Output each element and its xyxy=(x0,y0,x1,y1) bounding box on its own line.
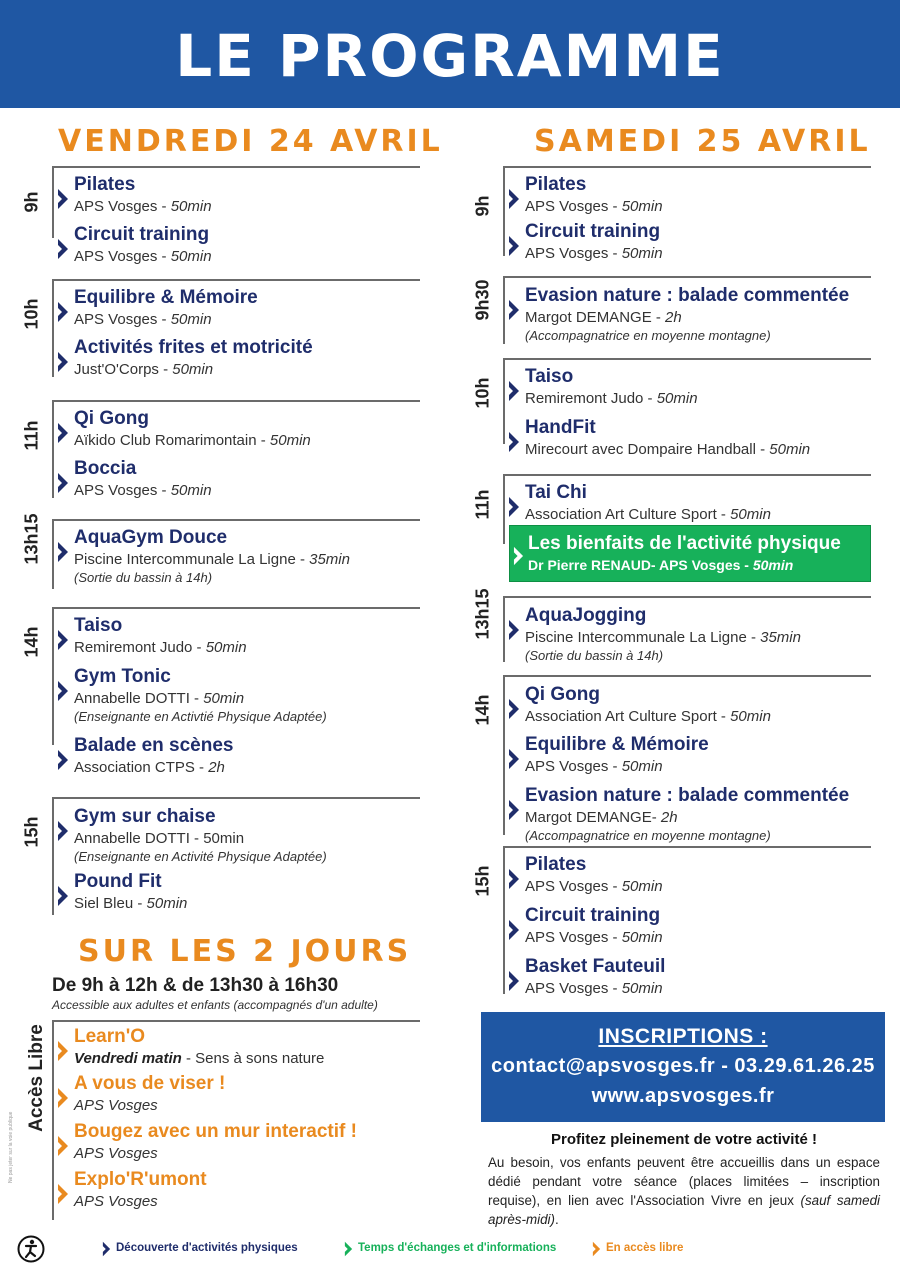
slot-divider-horizontal xyxy=(52,279,420,281)
chevron-right-icon xyxy=(513,546,524,566)
activity-title: Pilates xyxy=(525,174,587,195)
slot-hour: 10h xyxy=(21,298,42,330)
chevron-right-icon xyxy=(57,472,69,494)
chevron-right-icon xyxy=(344,1241,353,1257)
time-slot xyxy=(472,675,871,843)
chevron-right-icon xyxy=(57,351,69,373)
chevron-right-icon xyxy=(57,1135,69,1157)
activity-duration: 50min xyxy=(203,690,245,707)
activity-duration: 50min xyxy=(621,929,663,946)
activity-note: (Accompagnatrice en moyenne montagne) xyxy=(525,828,771,843)
activity-organizer xyxy=(74,690,244,707)
activity-duration: 50min xyxy=(205,639,247,656)
activity-duration: 50min xyxy=(269,432,311,449)
inscriptions-box xyxy=(481,1012,885,1122)
chevron-right-icon xyxy=(508,188,520,210)
slot-divider-vertical xyxy=(503,474,505,544)
chevron-right-icon xyxy=(57,188,69,210)
chevron-right-icon xyxy=(57,422,69,444)
activity-duration: 2h xyxy=(660,809,678,826)
activity-title: Boccia xyxy=(74,458,137,479)
activity-organizer xyxy=(525,629,801,646)
activity-duration: 50min xyxy=(621,758,663,775)
acces-libre-organizer xyxy=(74,1193,158,1210)
slot-divider-vertical xyxy=(52,400,54,498)
activity-title: Tai Chi xyxy=(525,482,587,503)
activity-organizer xyxy=(74,830,244,847)
activity-duration: 50min xyxy=(170,248,212,265)
activity-title: AquaGym Douce xyxy=(74,527,228,548)
chevron-right-icon xyxy=(102,1241,111,1257)
activity-duration: 50min xyxy=(170,482,212,499)
activity-organizer xyxy=(74,432,311,449)
acces-libre-title: Explo'R'umont xyxy=(74,1169,207,1190)
activity-title: Pilates xyxy=(74,174,136,195)
saturday-title: SAMEDI 25 AVRIL xyxy=(534,124,871,159)
activity-organizer xyxy=(74,361,213,378)
activity-org: Annabelle DOTTI - xyxy=(74,690,204,707)
activity-note: (Sortie du bassin à 14h) xyxy=(74,570,213,585)
slot-divider-vertical xyxy=(52,279,54,377)
accessibility-logo-icon xyxy=(17,1235,45,1263)
activity-duration: 35min xyxy=(760,629,801,646)
slot-divider-vertical xyxy=(503,276,505,344)
two-days-access: Accessible aux adultes et enfants (accompagnés d'un adulte) xyxy=(52,998,378,1012)
acces-libre-organizer xyxy=(74,1097,158,1114)
acces-libre-org: APS Vosges xyxy=(74,1145,158,1162)
chevron-right-icon xyxy=(57,301,69,323)
two-days-title: SUR LES 2 JOURS xyxy=(78,934,412,969)
two-days-hours: De 9h à 12h & de 13h30 à 16h30 xyxy=(52,975,339,996)
activity-org: Piscine Intercommunale La Ligne - xyxy=(525,629,761,646)
legend-label: Découverte d'activités physiques xyxy=(116,1242,298,1254)
chevron-right-icon xyxy=(57,1087,69,1109)
profit-text: Au besoin, vos enfants peuvent être accueillis dans un espace dédié pendant votre séance (places limitées – inscription requise), en lien avec l'Association Vivre en jeux (sauf samedi après-midi). xyxy=(488,1155,880,1227)
activity-duration: 50min xyxy=(621,198,663,215)
activity-organizer xyxy=(525,441,810,458)
activity-title: Pilates xyxy=(525,854,587,875)
slot-divider-horizontal xyxy=(503,358,871,360)
highlight-activity xyxy=(509,525,871,582)
slot-hour: 14h xyxy=(21,626,42,658)
highlight-title: Les bienfaits de l'activité physique xyxy=(528,533,841,554)
slot-hour: 9h xyxy=(21,191,42,213)
activity-title: Taiso xyxy=(74,615,123,636)
activity-org: APS Vosges - xyxy=(525,980,622,997)
acces-libre-when: Vendredi matin xyxy=(74,1050,182,1067)
activity-org: Annabelle DOTTI - 50min xyxy=(74,830,245,847)
chevron-right-icon xyxy=(57,820,69,842)
activity-title: Qi Gong xyxy=(74,408,149,429)
activity-title: Evasion nature : balade commentée xyxy=(525,285,850,306)
chevron-right-icon xyxy=(508,619,520,641)
activity-duration: 50min xyxy=(621,245,663,262)
slot-hour: 14h xyxy=(472,694,493,726)
activity-organizer xyxy=(525,198,663,215)
slot-divider-horizontal xyxy=(52,797,420,799)
time-slot xyxy=(21,513,420,589)
chevron-right-icon xyxy=(508,698,520,720)
acces-libre-label: Accès Libre xyxy=(26,1024,47,1132)
activity-organizer xyxy=(525,980,663,997)
inscriptions-title: INSCRIPTIONS : xyxy=(598,1025,768,1048)
activity-title: Gym sur chaise xyxy=(74,806,216,827)
chevron-right-icon xyxy=(508,748,520,770)
legal-notice: Ne pas jeter sur la voie publique xyxy=(8,1111,14,1183)
activity-org: APS Vosges - xyxy=(74,311,171,328)
activity-duration: 2h xyxy=(665,309,682,326)
time-slot xyxy=(21,166,420,265)
slot-hour: 11h xyxy=(472,489,493,520)
highlight-organizer xyxy=(528,557,793,573)
chevron-right-icon xyxy=(508,799,520,821)
slot-divider-vertical xyxy=(52,797,54,915)
activity-organizer xyxy=(525,245,663,262)
activity-title: Taiso xyxy=(525,366,574,387)
acces-libre-organizer xyxy=(74,1050,324,1067)
chevron-right-icon xyxy=(57,238,69,260)
acces-libre-title: Learn'O xyxy=(74,1026,146,1047)
time-slot xyxy=(21,797,420,915)
acces-libre-org: - Sens à sons nature xyxy=(181,1050,325,1067)
slot-divider-horizontal xyxy=(503,474,871,476)
time-slot xyxy=(472,358,871,458)
activity-org: APS Vosges - xyxy=(525,878,622,895)
slot-divider-vertical xyxy=(503,596,505,662)
activity-title: Pound Fit xyxy=(74,871,162,892)
activity-title: Equilibre & Mémoire xyxy=(525,734,709,755)
chevron-right-icon xyxy=(508,868,520,890)
activity-duration: 50min xyxy=(730,708,771,725)
slot-hour: 13h15 xyxy=(21,513,42,565)
activity-org: Piscine Intercommunale La Ligne - xyxy=(74,551,310,568)
activity-org: Remiremont Judo - xyxy=(525,390,657,407)
slot-divider-horizontal xyxy=(52,607,420,609)
activity-organizer xyxy=(74,198,212,215)
activity-organizer xyxy=(525,929,663,946)
chevron-right-icon xyxy=(508,380,520,402)
slot-hour: 11h xyxy=(21,420,42,451)
activity-organizer xyxy=(74,482,212,499)
activity-org: Mirecourt avec Dompaire Handball - xyxy=(525,441,770,458)
slot-hour: 10h xyxy=(472,377,493,409)
activity-org: APS Vosges - xyxy=(525,245,622,262)
time-slot xyxy=(21,400,420,499)
activity-org: APS Vosges - xyxy=(525,758,622,775)
acces-libre-organizer xyxy=(74,1145,158,1162)
activity-duration: 50min xyxy=(769,441,811,458)
activity-org: APS Vosges - xyxy=(525,929,622,946)
activity-org: APS Vosges - xyxy=(74,482,171,499)
legend-label: Temps d'échanges et d'informations xyxy=(358,1242,557,1254)
activity-note: (Enseignante en Activité Physique Adaptée) xyxy=(74,849,327,864)
acces-libre-org: APS Vosges xyxy=(74,1193,158,1210)
activity-duration: 50min xyxy=(730,506,771,523)
slot-divider-vertical xyxy=(503,358,505,444)
time-slot xyxy=(472,276,871,344)
chevron-right-icon xyxy=(508,919,520,941)
activity-title: HandFit xyxy=(525,417,596,438)
chevron-right-icon xyxy=(57,680,69,702)
activity-duration: 50min xyxy=(172,361,214,378)
activity-org: Association Art Culture Sport - xyxy=(525,708,731,725)
inscriptions-website[interactable]: www.apsvosges.fr xyxy=(591,1085,775,1107)
header-banner xyxy=(0,0,900,108)
activity-organizer xyxy=(74,311,212,328)
activity-duration: 50min xyxy=(170,198,212,215)
chevron-right-icon xyxy=(508,235,520,257)
activity-duration: 35min xyxy=(309,551,350,568)
activity-title: Equilibre & Mémoire xyxy=(74,287,258,308)
activity-organizer xyxy=(525,390,698,407)
activity-organizer xyxy=(525,809,678,826)
activity-title: Qi Gong xyxy=(525,684,600,705)
activity-org: Margot DEMANGE - xyxy=(525,309,666,326)
activity-organizer xyxy=(74,551,350,568)
acces-libre-org: APS Vosges xyxy=(74,1097,158,1114)
time-slot xyxy=(21,607,420,776)
time-slot xyxy=(472,846,871,997)
acces-libre-title: Bougez avec un mur interactif ! xyxy=(74,1121,357,1142)
activity-organizer xyxy=(74,759,225,776)
activity-org: APS Vosges - xyxy=(525,198,622,215)
activity-title: Circuit training xyxy=(525,221,661,242)
activity-organizer xyxy=(525,506,771,523)
slot-divider-vertical xyxy=(503,846,505,994)
chevron-right-icon xyxy=(57,629,69,651)
activity-organizer xyxy=(525,758,663,775)
activity-org: APS Vosges - xyxy=(74,248,171,265)
activity-title: Circuit training xyxy=(525,905,661,926)
activity-title: Basket Fauteuil xyxy=(525,956,666,977)
activity-organizer xyxy=(74,895,187,912)
slot-hour: 15h xyxy=(21,816,42,848)
chevron-right-icon xyxy=(508,496,520,518)
activity-duration: 50min xyxy=(146,895,188,912)
activity-org: Association Art Culture Sport - xyxy=(525,506,731,523)
activity-duration: 2h xyxy=(208,759,225,776)
chevron-right-icon xyxy=(508,299,520,321)
slot-hour: 9h30 xyxy=(472,279,493,321)
slot-divider-horizontal xyxy=(503,166,871,168)
activity-org: Remiremont Judo - xyxy=(74,639,206,656)
slot-divider-vertical xyxy=(52,1020,54,1220)
slot-divider-horizontal xyxy=(52,166,420,168)
activity-duration: 50min xyxy=(170,311,212,328)
chevron-right-icon xyxy=(57,885,69,907)
activity-organizer xyxy=(525,708,771,725)
activity-title: Balade en scènes xyxy=(74,735,234,756)
time-slot xyxy=(472,588,871,663)
activity-organizer xyxy=(525,309,682,326)
activity-title: Activités frites et motricité xyxy=(74,337,313,358)
activity-note: (Sortie du bassin à 14h) xyxy=(525,648,664,663)
slot-hour: 13h15 xyxy=(472,588,493,640)
chevron-right-icon xyxy=(508,970,520,992)
friday-title: VENDREDI 24 AVRIL xyxy=(58,124,443,159)
slot-divider-horizontal xyxy=(503,675,871,677)
activity-org: Association CTPS - xyxy=(74,759,209,776)
activity-organizer xyxy=(74,639,247,656)
activity-org: Siel Bleu - xyxy=(74,895,147,912)
highlight-org: Dr Pierre RENAUD- APS Vosges - xyxy=(528,557,753,573)
activity-org: Just'O'Corps - xyxy=(74,361,173,378)
highlight-duration: 50min xyxy=(752,557,794,573)
activity-title: Circuit training xyxy=(74,224,210,245)
activity-org: Aïkido Club Romarimontain - xyxy=(74,432,270,449)
slot-divider-horizontal xyxy=(52,400,420,402)
page-title: LE PROGRAMME xyxy=(175,22,725,90)
chevron-right-icon xyxy=(57,541,69,563)
activity-title: Gym Tonic xyxy=(74,666,171,687)
slot-hour: 9h xyxy=(472,195,493,217)
slot-divider-horizontal xyxy=(52,1020,420,1022)
slot-divider-horizontal xyxy=(503,596,871,598)
activity-organizer xyxy=(525,878,663,895)
chevron-right-icon xyxy=(508,431,520,453)
acces-libre-title: A vous de viser ! xyxy=(74,1073,226,1094)
activity-note: (Accompagnatrice en moyenne montagne) xyxy=(525,328,771,343)
acces-libre-block xyxy=(52,1020,420,1220)
activity-note: (Enseignante en Activtié Physique Adaptée) xyxy=(74,709,327,724)
chevron-right-icon xyxy=(57,1040,69,1062)
chevron-right-icon xyxy=(57,749,69,771)
slot-divider-vertical xyxy=(52,519,54,589)
activity-organizer xyxy=(74,248,212,265)
time-slot xyxy=(472,166,871,262)
activity-title: AquaJogging xyxy=(525,605,647,626)
activity-org: Margot DEMANGE- xyxy=(525,809,661,826)
slot-divider-horizontal xyxy=(503,276,871,278)
time-slot xyxy=(21,279,420,378)
legend-label: En accès libre xyxy=(606,1242,684,1254)
slot-divider-vertical xyxy=(503,675,505,835)
slot-hour: 15h xyxy=(472,865,493,897)
slot-divider-vertical xyxy=(52,607,54,745)
activity-org: APS Vosges - xyxy=(74,198,171,215)
activity-title: Evasion nature : balade commentée xyxy=(525,785,850,806)
profit-title: Profitez pleinement de votre activité ! xyxy=(551,1131,817,1148)
activity-duration: 50min xyxy=(656,390,698,407)
inscriptions-contact[interactable]: contact@apsvosges.fr - 03.29.61.26.25 xyxy=(491,1055,875,1077)
slot-divider-horizontal xyxy=(52,519,420,521)
activity-duration: 50min xyxy=(621,980,663,997)
activity-duration: 50min xyxy=(621,878,663,895)
chevron-right-icon xyxy=(57,1183,69,1205)
slot-divider-vertical xyxy=(503,166,505,256)
slot-divider-vertical xyxy=(52,166,54,238)
slot-divider-horizontal xyxy=(503,846,871,848)
chevron-right-icon xyxy=(592,1241,601,1257)
